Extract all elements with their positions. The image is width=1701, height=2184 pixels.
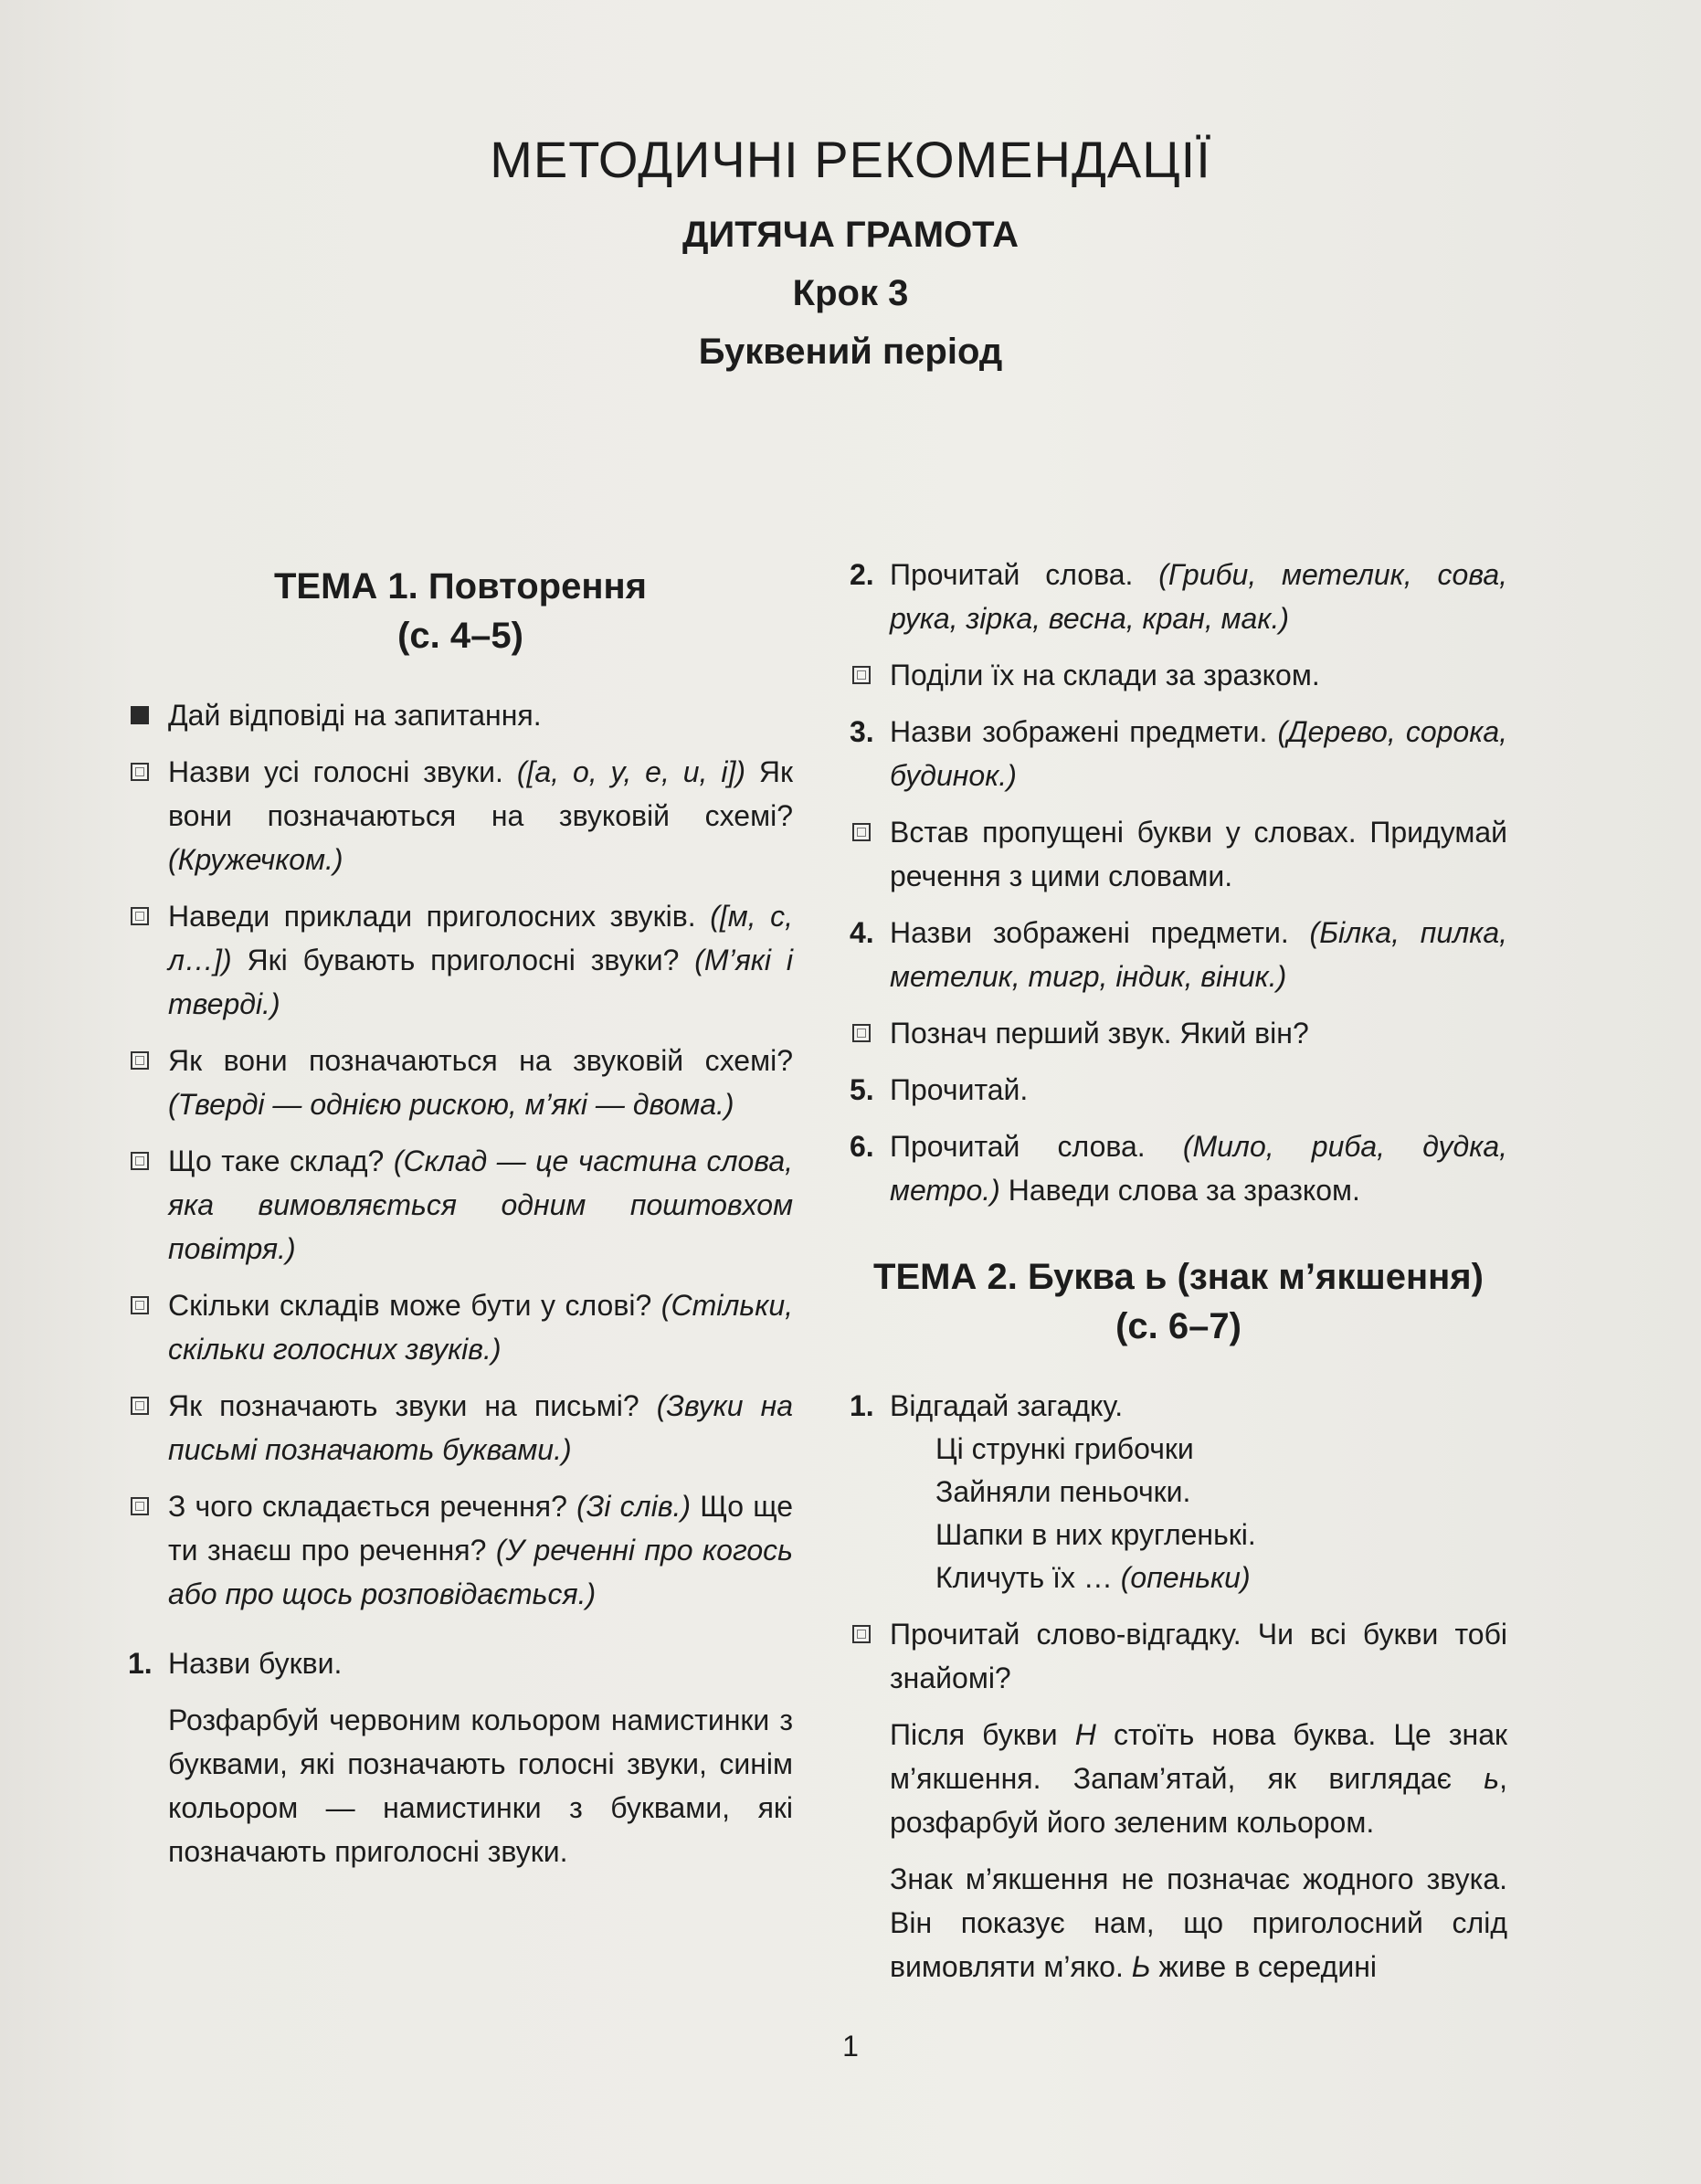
period-title: Буквений період [698, 332, 1003, 372]
topic-2-title: ТЕМА 2. Буква ь (знак м’якшення) [873, 1257, 1484, 1297]
question-text: Як вони позначаються на звуковій схемі? [168, 755, 794, 832]
task-1-paragraph: Розфарбуй червоним кольором намистинки з буквами, які позначають голосні звуки, синім кольором — намистинки з буквами, які позначають приголосні звуки. [168, 1704, 793, 1868]
question-text: З чого складається речення? [168, 1490, 577, 1523]
answer-text: (М’які і тверді.) [168, 944, 793, 1020]
task-number: 5. [850, 1073, 874, 1106]
question-text: Як вони позначаються на звуковій схемі? [168, 1044, 793, 1077]
right-column [850, 553, 1507, 2001]
topic-1-pages: (с. 4–5) [397, 616, 523, 656]
task-3 [850, 710, 1507, 797]
task-2-sub [850, 653, 1507, 697]
poem-line: Зайняли пеньочки. [935, 1475, 1191, 1508]
question-intro [128, 693, 793, 737]
task-text: Відгадай загадку. [890, 1389, 1124, 1422]
answer-text: ([м, с, л…]) [168, 900, 794, 976]
task-number: 3. [850, 715, 874, 748]
soft-sign-paragraph-1 [850, 1713, 1507, 1844]
task-6 [850, 1124, 1507, 1212]
question-sentence [128, 1484, 793, 1616]
page-subtitle: ДИТЯЧА ГРАМОТА [682, 215, 1019, 255]
text: живе в середині [1150, 1950, 1377, 1983]
answer-text: (Білка, пилка, метелик, тигр, індик, віник.) [890, 916, 1508, 993]
letter-text: Н [1074, 1718, 1096, 1751]
answer-text: (Звуки на письмі позначають буквами.) [168, 1389, 794, 1466]
step-title: Крок 3 [792, 273, 909, 313]
checkbox-square-icon [131, 1296, 149, 1314]
task-number: 1. [128, 1647, 153, 1680]
riddle-sub [850, 1612, 1507, 1700]
task-text: Назви зображені предмети. [890, 715, 1278, 748]
answer-text: (Гриби, метелик, сова, рука, зірка, весна, кран, мак.) [890, 558, 1507, 635]
question-text: Як позначають звуки на письмі? [168, 1389, 657, 1422]
task-text: Назви зображені предмети. [890, 916, 1310, 949]
question-consonants [128, 894, 793, 1026]
question-text: Наведи приклади приголосних звуків. [168, 900, 711, 933]
poem-text: Кличуть їх … [935, 1561, 1121, 1594]
question-text: Які бувають приголосні звуки? [231, 944, 695, 976]
question-text: Дай відповіді на запитання. [168, 699, 542, 732]
checkbox-square-icon [852, 1024, 871, 1042]
answer-text: (Мило, риба, дудка, метро.) [890, 1130, 1507, 1207]
text: Після букви [890, 1718, 1075, 1751]
task-number: 1. [850, 1389, 874, 1422]
topic-1-heading [128, 562, 793, 660]
answer-text: (У реченні про когось або про щось розповідається.) [168, 1534, 794, 1610]
poem-line: Шапки в них кругленькі. [935, 1518, 1256, 1551]
question-syllable-count [128, 1283, 793, 1371]
answer-text: (Дерево, сорока, будинок.) [890, 715, 1508, 792]
checkbox-square-icon [131, 1152, 149, 1170]
task-5 [850, 1068, 1507, 1112]
task-number: 4. [850, 916, 874, 949]
text: Знак м’якшення не позначає жодного звука. Він показує нам, що приголосний слід вимовляти м’яко. [890, 1862, 1507, 1983]
left-column [128, 562, 793, 1886]
task-text: Прочитай слова. [890, 1130, 1183, 1163]
checkbox-square-icon [131, 1051, 149, 1070]
text: стоїть нова буква. Це знак м’якшення. Запам’ятай, як виглядає [890, 1718, 1508, 1795]
question-vowels [128, 750, 793, 881]
letter-text: ь [1484, 1762, 1500, 1795]
soft-sign-paragraph-2 [850, 1857, 1507, 1989]
page-title: МЕТОДИЧНІ РЕКОМЕНДАЦІЇ [490, 131, 1211, 188]
task-text: Познач перший звук. Який він? [890, 1017, 1309, 1050]
question-text: Скільки складів може бути у слові? [168, 1289, 661, 1322]
answer-text: (Зі слів.) [576, 1490, 692, 1523]
task-text: Прочитай слова. [890, 558, 1159, 591]
answer-text: (опеньки) [1120, 1561, 1251, 1594]
topic-1-title: ТЕМА 1. Повторення [274, 566, 647, 607]
question-writing [128, 1384, 793, 1472]
checkbox-square-icon [131, 1397, 149, 1415]
answer-text: (Склад — це частина слова, яка вимовляється одним поштовхом повітря.) [168, 1145, 794, 1265]
task-text: Поділи їх на склади за зразком. [890, 659, 1320, 691]
task-4-sub [850, 1011, 1507, 1055]
task-number: 6. [850, 1130, 874, 1163]
answer-text: (Кружечком.) [168, 843, 343, 876]
question-syllable [128, 1139, 793, 1271]
task-4 [850, 911, 1507, 998]
answer-text: ([а, о, у, е, и, і]) [516, 755, 745, 788]
checkbox-square-icon [852, 823, 871, 841]
poem-line [935, 1556, 1507, 1599]
checkbox-square-icon [131, 763, 149, 781]
page-header [0, 128, 1701, 375]
question-text: Що таке склад? [168, 1145, 394, 1177]
task-text: Прочитай слово-відгадку. Чи всі букви тобі знайомі? [890, 1618, 1507, 1694]
topic-2-heading [850, 1252, 1507, 1351]
topic-2-pages: (с. 6–7) [1115, 1306, 1241, 1346]
question-scheme [128, 1039, 793, 1126]
poem-line: Ці стрункі грибочки [935, 1432, 1194, 1465]
checkbox-square-icon [852, 666, 871, 684]
page-number: 1 [842, 2030, 859, 2063]
checkbox-square-icon [131, 907, 149, 925]
filled-square-icon [131, 706, 149, 724]
answer-text: (Тверді — однією рискою, м’які — двома.) [168, 1088, 734, 1121]
task-number: 2. [850, 558, 874, 591]
checkbox-square-icon [852, 1625, 871, 1643]
question-text: Назви усі голосні звуки. [168, 755, 517, 788]
task-text: Наведи слова за зразком. [999, 1174, 1360, 1207]
task-1 [128, 1641, 793, 1685]
task-2 [850, 553, 1507, 640]
checkbox-square-icon [131, 1497, 149, 1515]
answer-text: (Стільки, скільки голосних звуків.) [168, 1289, 793, 1366]
text: , розфарбуй його зеленим кольором. [890, 1762, 1507, 1839]
question-text: Що ще ти знаєш про речення? [168, 1490, 793, 1567]
letter-text: Ь [1131, 1950, 1151, 1983]
task-3-sub [850, 810, 1507, 898]
task-text: Встав пропущені букви у словах. Придумай речення з цими словами. [890, 816, 1507, 892]
task-text: Прочитай. [890, 1073, 1029, 1106]
riddle-poem [850, 1428, 1507, 1599]
riddle-task [850, 1384, 1507, 1428]
task-text: Назви букви. [168, 1647, 343, 1680]
